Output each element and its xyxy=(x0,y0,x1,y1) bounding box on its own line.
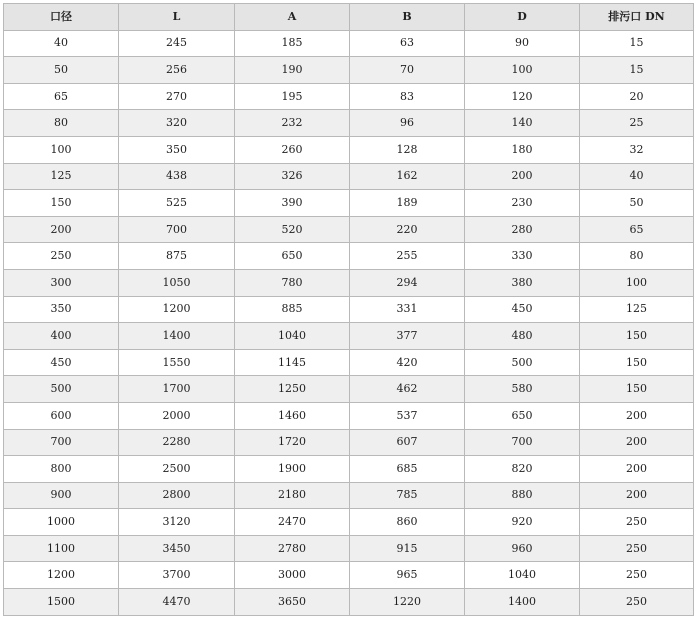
cell-l: 1400 xyxy=(119,323,235,350)
cell-a: 2780 xyxy=(235,535,350,562)
cell-d: 580 xyxy=(465,376,580,403)
cell-d: 330 xyxy=(465,243,580,270)
cell-b: 128 xyxy=(350,136,465,163)
cell-l: 2800 xyxy=(119,482,235,509)
cell-drain-dn: 15 xyxy=(580,57,694,84)
cell-l: 320 xyxy=(119,110,235,137)
cell-b: 915 xyxy=(350,535,465,562)
cell-l: 438 xyxy=(119,163,235,190)
table-row xyxy=(4,216,694,243)
table-row xyxy=(4,269,694,296)
cell-diameter: 800 xyxy=(4,456,119,483)
cell-l: 2280 xyxy=(119,429,235,456)
header-a: A xyxy=(235,4,350,31)
cell-drain-dn: 150 xyxy=(580,323,694,350)
cell-b: 255 xyxy=(350,243,465,270)
cell-b: 685 xyxy=(350,456,465,483)
cell-l: 2500 xyxy=(119,456,235,483)
table-row xyxy=(4,562,694,589)
cell-diameter: 1500 xyxy=(4,589,119,616)
cell-a: 185 xyxy=(235,30,350,57)
table-row xyxy=(4,296,694,323)
cell-a: 1460 xyxy=(235,402,350,429)
table-header xyxy=(4,4,694,31)
cell-l: 270 xyxy=(119,83,235,110)
table-row xyxy=(4,30,694,57)
cell-diameter: 40 xyxy=(4,30,119,57)
cell-b: 965 xyxy=(350,562,465,589)
cell-b: 294 xyxy=(350,269,465,296)
table-row xyxy=(4,136,694,163)
cell-drain-dn: 250 xyxy=(580,589,694,616)
cell-a: 520 xyxy=(235,216,350,243)
table-row xyxy=(4,509,694,536)
cell-l: 3700 xyxy=(119,562,235,589)
cell-d: 100 xyxy=(465,57,580,84)
cell-diameter: 500 xyxy=(4,376,119,403)
cell-d: 920 xyxy=(465,509,580,536)
cell-diameter: 65 xyxy=(4,83,119,110)
cell-d: 500 xyxy=(465,349,580,376)
header-l: L xyxy=(119,4,235,31)
cell-l: 3450 xyxy=(119,535,235,562)
cell-a: 2180 xyxy=(235,482,350,509)
cell-a: 1720 xyxy=(235,429,350,456)
cell-diameter: 200 xyxy=(4,216,119,243)
cell-a: 885 xyxy=(235,296,350,323)
cell-d: 450 xyxy=(465,296,580,323)
table-row xyxy=(4,429,694,456)
cell-b: 1220 xyxy=(350,589,465,616)
cell-l: 350 xyxy=(119,136,235,163)
table-row xyxy=(4,243,694,270)
cell-d: 280 xyxy=(465,216,580,243)
header-d: D xyxy=(465,4,580,31)
cell-d: 480 xyxy=(465,323,580,350)
cell-a: 1900 xyxy=(235,456,350,483)
cell-d: 90 xyxy=(465,30,580,57)
table-body xyxy=(4,30,694,615)
cell-b: 785 xyxy=(350,482,465,509)
cell-a: 1040 xyxy=(235,323,350,350)
header-drain-dn: 排污口 DN xyxy=(580,4,694,31)
cell-a: 390 xyxy=(235,190,350,217)
cell-d: 180 xyxy=(465,136,580,163)
cell-b: 462 xyxy=(350,376,465,403)
cell-b: 331 xyxy=(350,296,465,323)
cell-drain-dn: 100 xyxy=(580,269,694,296)
cell-l: 2000 xyxy=(119,402,235,429)
cell-b: 607 xyxy=(350,429,465,456)
cell-a: 2470 xyxy=(235,509,350,536)
dimension-table xyxy=(3,3,694,616)
cell-d: 1040 xyxy=(465,562,580,589)
cell-b: 189 xyxy=(350,190,465,217)
cell-diameter: 350 xyxy=(4,296,119,323)
cell-drain-dn: 250 xyxy=(580,509,694,536)
cell-l: 1700 xyxy=(119,376,235,403)
cell-a: 1145 xyxy=(235,349,350,376)
cell-drain-dn: 200 xyxy=(580,482,694,509)
cell-d: 880 xyxy=(465,482,580,509)
cell-diameter: 900 xyxy=(4,482,119,509)
cell-drain-dn: 20 xyxy=(580,83,694,110)
cell-l: 525 xyxy=(119,190,235,217)
cell-l: 1200 xyxy=(119,296,235,323)
cell-drain-dn: 150 xyxy=(580,349,694,376)
cell-diameter: 700 xyxy=(4,429,119,456)
table-row xyxy=(4,323,694,350)
header-b: B xyxy=(350,4,465,31)
cell-diameter: 450 xyxy=(4,349,119,376)
cell-b: 420 xyxy=(350,349,465,376)
cell-l: 700 xyxy=(119,216,235,243)
cell-drain-dn: 125 xyxy=(580,296,694,323)
table-row xyxy=(4,57,694,84)
table-row xyxy=(4,589,694,616)
cell-drain-dn: 250 xyxy=(580,535,694,562)
cell-drain-dn: 40 xyxy=(580,163,694,190)
cell-a: 780 xyxy=(235,269,350,296)
cell-drain-dn: 200 xyxy=(580,456,694,483)
cell-drain-dn: 250 xyxy=(580,562,694,589)
table-row xyxy=(4,535,694,562)
table-row xyxy=(4,163,694,190)
cell-d: 960 xyxy=(465,535,580,562)
cell-d: 140 xyxy=(465,110,580,137)
cell-a: 3000 xyxy=(235,562,350,589)
cell-d: 650 xyxy=(465,402,580,429)
cell-d: 700 xyxy=(465,429,580,456)
cell-drain-dn: 200 xyxy=(580,429,694,456)
cell-a: 650 xyxy=(235,243,350,270)
cell-drain-dn: 65 xyxy=(580,216,694,243)
cell-diameter: 600 xyxy=(4,402,119,429)
cell-d: 200 xyxy=(465,163,580,190)
cell-diameter: 100 xyxy=(4,136,119,163)
cell-b: 220 xyxy=(350,216,465,243)
header-row xyxy=(4,4,694,31)
cell-drain-dn: 15 xyxy=(580,30,694,57)
cell-diameter: 1100 xyxy=(4,535,119,562)
cell-a: 1250 xyxy=(235,376,350,403)
cell-diameter: 50 xyxy=(4,57,119,84)
cell-diameter: 125 xyxy=(4,163,119,190)
cell-b: 377 xyxy=(350,323,465,350)
cell-b: 537 xyxy=(350,402,465,429)
cell-drain-dn: 150 xyxy=(580,376,694,403)
cell-d: 120 xyxy=(465,83,580,110)
cell-d: 230 xyxy=(465,190,580,217)
table-row xyxy=(4,83,694,110)
cell-d: 1400 xyxy=(465,589,580,616)
header-diameter: 口径 xyxy=(4,4,119,31)
cell-diameter: 1000 xyxy=(4,509,119,536)
cell-a: 190 xyxy=(235,57,350,84)
cell-drain-dn: 50 xyxy=(580,190,694,217)
cell-l: 245 xyxy=(119,30,235,57)
table-row xyxy=(4,376,694,403)
cell-drain-dn: 25 xyxy=(580,110,694,137)
cell-l: 3120 xyxy=(119,509,235,536)
table-row xyxy=(4,456,694,483)
cell-b: 162 xyxy=(350,163,465,190)
table-row xyxy=(4,482,694,509)
cell-l: 1050 xyxy=(119,269,235,296)
cell-diameter: 400 xyxy=(4,323,119,350)
table-row xyxy=(4,402,694,429)
cell-b: 63 xyxy=(350,30,465,57)
cell-drain-dn: 200 xyxy=(580,402,694,429)
cell-d: 820 xyxy=(465,456,580,483)
cell-drain-dn: 80 xyxy=(580,243,694,270)
table-row xyxy=(4,190,694,217)
table-row xyxy=(4,110,694,137)
cell-diameter: 150 xyxy=(4,190,119,217)
cell-diameter: 1200 xyxy=(4,562,119,589)
cell-a: 260 xyxy=(235,136,350,163)
cell-d: 380 xyxy=(465,269,580,296)
cell-a: 326 xyxy=(235,163,350,190)
cell-b: 70 xyxy=(350,57,465,84)
cell-a: 3650 xyxy=(235,589,350,616)
cell-diameter: 300 xyxy=(4,269,119,296)
cell-diameter: 80 xyxy=(4,110,119,137)
dimension-table-container xyxy=(3,3,693,616)
cell-a: 232 xyxy=(235,110,350,137)
cell-b: 860 xyxy=(350,509,465,536)
cell-b: 83 xyxy=(350,83,465,110)
cell-b: 96 xyxy=(350,110,465,137)
cell-drain-dn: 32 xyxy=(580,136,694,163)
cell-l: 1550 xyxy=(119,349,235,376)
cell-l: 256 xyxy=(119,57,235,84)
cell-a: 195 xyxy=(235,83,350,110)
table-row xyxy=(4,349,694,376)
cell-l: 4470 xyxy=(119,589,235,616)
cell-l: 875 xyxy=(119,243,235,270)
cell-diameter: 250 xyxy=(4,243,119,270)
